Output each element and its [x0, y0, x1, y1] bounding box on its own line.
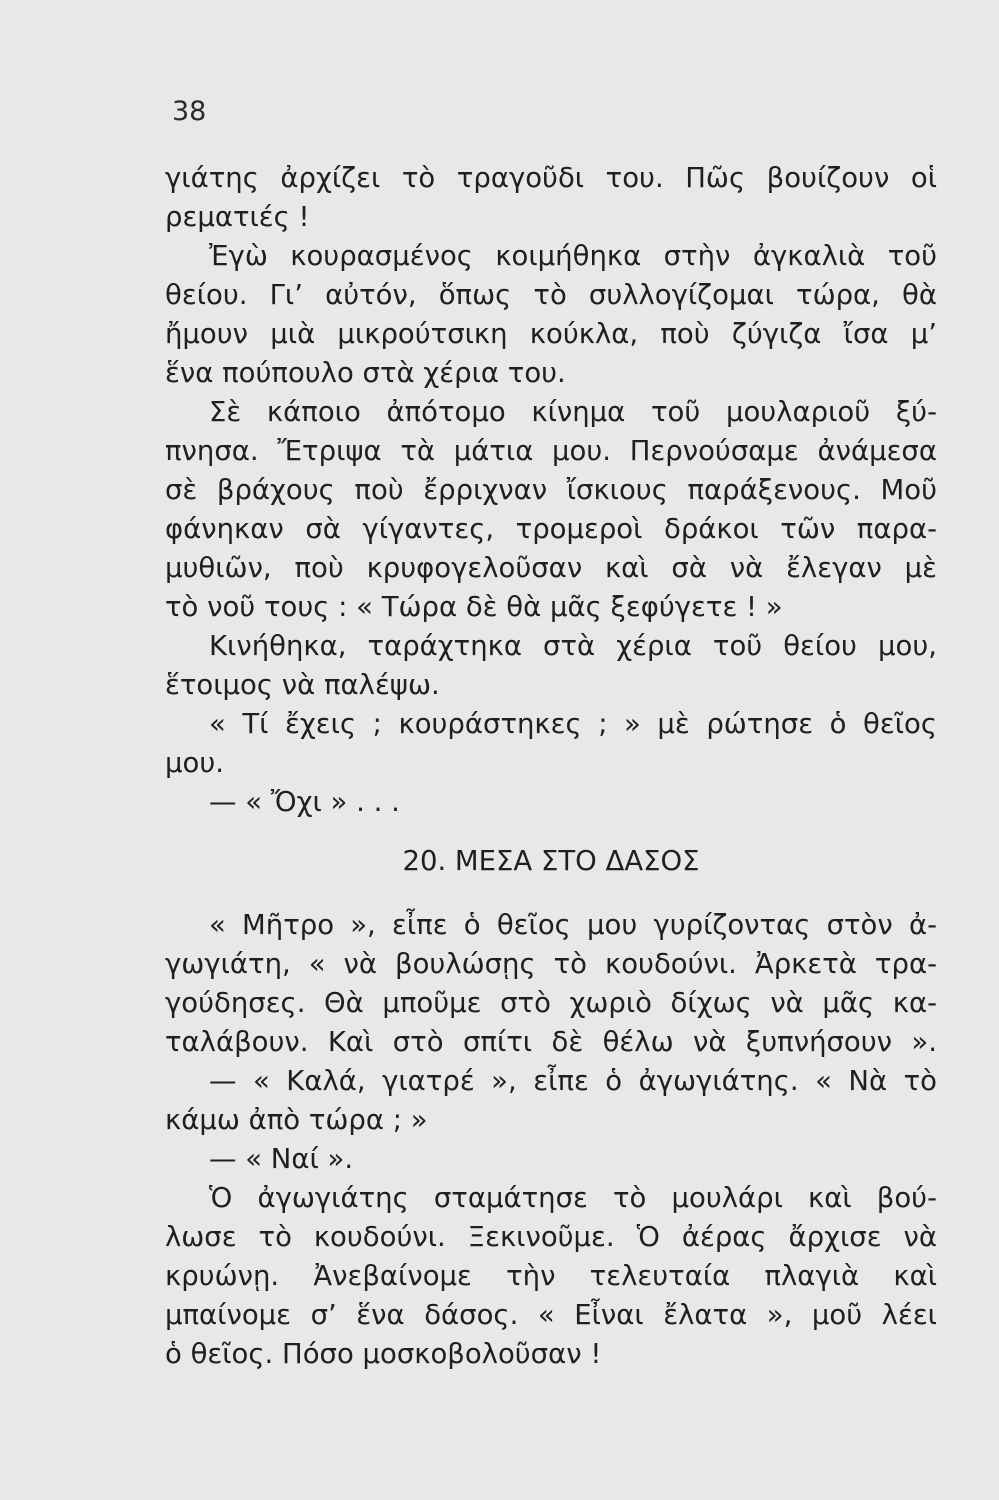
text-line: γούδησες. Θὰ μποῦμε στὸ χωριὸ δίχως νὰ μᾶς κα-: [165, 987, 937, 1019]
text-line: σὲ βράχους ποὺ ἔρριχναν ἴσκιους παράξενους. Μοῦ: [165, 474, 937, 506]
text-line: ἕνα πούπουλο στὰ χέρια του.: [165, 357, 566, 389]
text-line: γωγιάτη, « νὰ βουλώσῃς τὸ κουδούνι. Ἀρκετὰ τρα-: [165, 948, 937, 980]
page-number: 38: [172, 96, 207, 127]
text-line: — « Ναί ».: [209, 1143, 354, 1175]
text-line: « Τί ἔχεις ; κουράστηκες ; » μὲ ρώτησε ὁ θεῖος: [209, 708, 937, 740]
text-line: μπαίνομε σ’ ἕνα δάσος. « Εἶναι ἔλατα », μοῦ λέει: [165, 1299, 937, 1331]
text-line: τὸ νοῦ τους : « Τώρα δὲ θὰ μᾶς ξεφύγετε ! »: [165, 591, 783, 623]
text-line: θείου. Γι’ αὐτόν, ὅπως τὸ συλλογίζομαι τώρα, θὰ: [165, 279, 937, 311]
text-line: πνησα. Ἔτριψα τὰ μάτια μου. Περνούσαμε ἀνάμεσα: [165, 435, 937, 467]
text-line: ρεματιές !: [165, 201, 310, 233]
text-line: Ὁ ἀγωγιάτης σταμάτησε τὸ μουλάρι καὶ βού-: [209, 1182, 937, 1214]
text-line: κάμω ἀπὸ τώρα ; »: [165, 1104, 428, 1136]
text-line: κρυώνῃ. Ἀνεβαίνομε τὴν τελευταία πλαγιὰ καὶ: [165, 1260, 937, 1292]
text-line: ἕτοιμος νὰ παλέψω.: [165, 669, 440, 701]
text-line: Κινήθηκα, ταράχτηκα στὰ χέρια τοῦ θείου μου,: [209, 630, 937, 662]
text-line: μου.: [165, 747, 224, 779]
text-line: λωσε τὸ κουδούνι. Ξεκινοῦμε. Ὁ ἀέρας ἄρχισε νὰ: [165, 1221, 937, 1253]
text-line: ἤμουν μιὰ μικρούτσικη κούκλα, ποὺ ζύγιζα ἴσα μ’: [165, 318, 937, 350]
text-line: μυθιῶν, ποὺ κρυφογελοῦσαν καὶ σὰ νὰ ἔλεγαν μὲ: [165, 552, 937, 584]
text-line: « Μῆτρο », εἶπε ὁ θεῖος μου γυρίζοντας στὸν ἀ-: [209, 909, 937, 941]
text-line: ὁ θεῖος. Πόσο μοσκοβολοῦσαν !: [165, 1338, 602, 1370]
section-heading: 20. ΜΕΣΑ ΣΤΟ ΔΑΣΟΣ: [402, 845, 700, 877]
text-line: Σὲ κάποιο ἀπότομο κίνημα τοῦ μουλαριοῦ ξύ-: [209, 396, 937, 428]
text-line: ταλάβουν. Καὶ στὸ σπίτι δὲ θέλω νὰ ξυπνήσουν ».: [165, 1026, 937, 1058]
text-line: γιάτης ἀρχίζει τὸ τραγοῦδι του. Πῶς βουίζουν οἱ: [165, 162, 937, 194]
text-line: — « Καλά, γιατρέ », εἶπε ὁ ἀγωγιάτης. « Νὰ τὸ: [209, 1065, 937, 1097]
text-line: — « Ὄχι » . . .: [209, 786, 400, 818]
text-line: Ἐγὼ κουρασμένος κοιμήθηκα στὴν ἀγκαλιὰ τοῦ: [209, 240, 937, 272]
text-line: φάνηκαν σὰ γίγαντες, τρομεροὶ δράκοι τῶν παρα-: [165, 513, 937, 545]
